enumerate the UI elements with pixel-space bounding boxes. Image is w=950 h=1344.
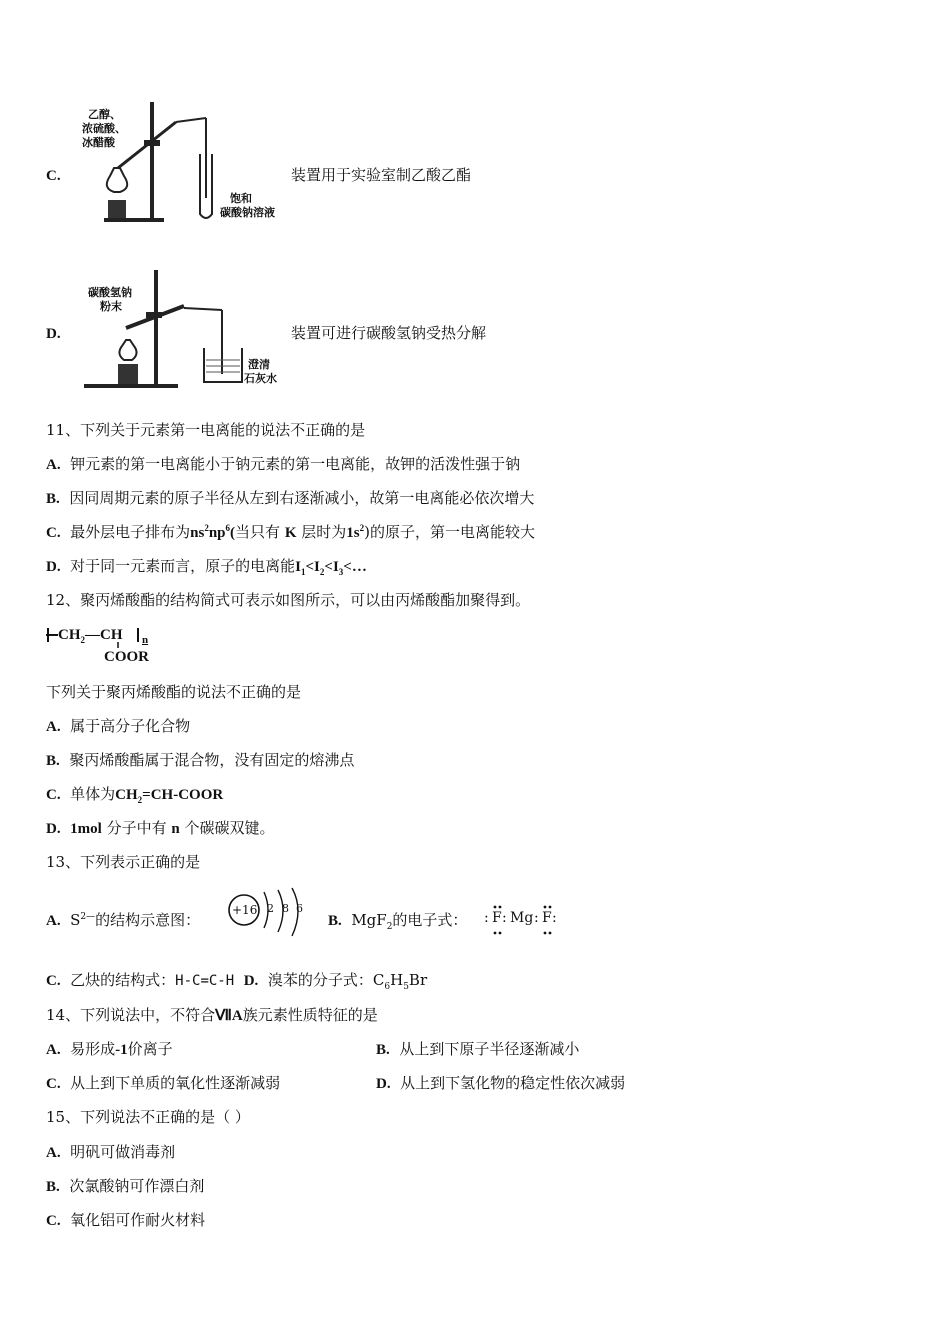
reagent-label: 浓硫酸、 <box>82 122 126 135</box>
option-d-text: 装置可进行碳酸氢钠受热分解 <box>291 324 487 342</box>
solution-label: 澄清 <box>248 358 270 371</box>
question-12-substem: 下列关于聚丙烯酸酯的说法不正确的是 <box>46 683 302 701</box>
question-13-stem: 13、下列表示正确的是 <box>46 853 201 871</box>
q15-option-c: C. 氧化铝可作耐火材料 <box>46 1211 206 1229</box>
q13-option-a: A. $S^{2—}$的结构示意图： <box>46 911 201 929</box>
q11-option-b: B. 因同周期元素的原子半径从左到右逐渐减小，故第一电离能必依次增大 <box>46 489 535 507</box>
q14-option-b: B. 从上到下原子半径逐渐减小 <box>376 1040 580 1058</box>
q12-option-c: C. 单体为$CH_2=CH$-COOR <box>46 785 224 805</box>
q12-option-a: A. 属于高分子化合物 <box>46 717 191 735</box>
reagent-label: 粉末 <box>100 300 122 313</box>
solution-label: 碳酸钠溶液 <box>220 206 275 219</box>
polyacrylate-structural-formula: $CH_2—CH$ n COOR <box>46 624 176 668</box>
q14-option-c: C. 从上到下单质的氧化性逐渐减弱 <box>46 1074 281 1092</box>
q11-option-c: C. 最外层电子排布为$ns^2np^6$(当只有 K 层时为$1s^2$)的原子，第一电离能较大 <box>46 523 535 541</box>
q15-option-b: B. 次氯酸钠可作漂白剂 <box>46 1177 205 1195</box>
q11-option-d: D. 对于同一元素而言，原子的电离能$I_1<I_2<I_3<\dots$ <box>46 557 367 577</box>
question-11-stem: 11、下列关于元素第一电离能的说法不正确的是 <box>46 421 366 439</box>
sulfide-ion-structure-diagram: +16 2 8 6 <box>226 886 310 942</box>
q13-option-b: B. MgF$_2$的电子式： <box>328 911 468 932</box>
q11-option-a: A. 钾元素的第一电离能小于钠元素的第一电离能，故钾的活泼性强于钠 <box>46 455 521 473</box>
option-c-text: 装置用于实验室制乙酸乙酯 <box>291 166 472 184</box>
question-12-stem: 12、聚丙烯酸酯的结构简式可表示如图所示，可以由丙烯酸酯加聚得到。 <box>46 591 531 609</box>
q13-option-c-d: C. 乙炔的结构式：H-C=C-H D. 溴苯的分子式：$C_6H_5Br$ <box>46 971 428 992</box>
ethyl-acetate-apparatus-figure <box>80 96 290 226</box>
electron-dots <box>484 904 568 936</box>
option-d-letter: D. <box>46 326 61 342</box>
reagent-label: 碳酸氢钠 <box>88 286 132 299</box>
q14-option-a: A. 易形成-1价离子 <box>46 1040 173 1058</box>
option-c-letter: C. <box>46 168 61 184</box>
reagent-label: 乙醇、 <box>88 108 121 121</box>
q12-option-d: D. 1mol 分子中有 n 个碳碳双键。 <box>46 819 275 837</box>
bicarbonate-decomposition-figure <box>80 264 290 392</box>
reagent-label: 冰醋酸 <box>82 136 115 149</box>
q14-option-d: D. 从上到下氢化物的稳定性依次减弱 <box>376 1074 626 1092</box>
question-14-stem: 14、下列说法中，不符合ⅦA族元素性质特征的是 <box>46 1006 378 1024</box>
solution-label: 石灰水 <box>244 372 277 385</box>
solution-label: 饱和 <box>230 192 252 205</box>
mgf2-electron-dot-formula: : F : Mg : F : <box>484 904 568 936</box>
q12-option-b: B. 聚丙烯酸酯属于混合物，没有固定的熔沸点 <box>46 751 355 769</box>
question-15-stem: 15、下列说法不正确的是（ ） <box>46 1108 250 1126</box>
q15-option-a: A. 明矾可做消毒剂 <box>46 1143 176 1161</box>
